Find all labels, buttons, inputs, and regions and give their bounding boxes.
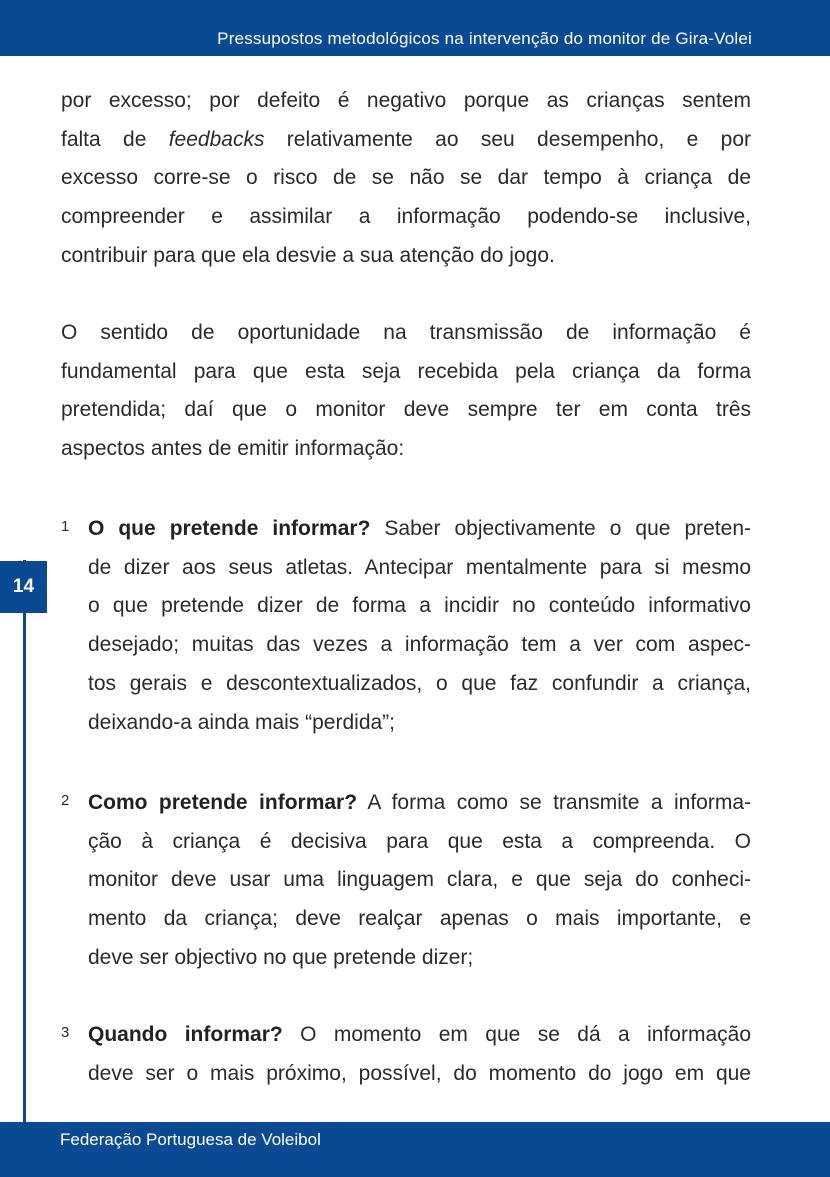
paragraph-line: excesso corre-se o risco de se não se dar tempo à criança de: [61, 166, 751, 190]
list-item-line: [88, 510, 751, 549]
list-item-body: [88, 510, 751, 742]
paragraph-line: contribuir para que ela desvie a sua atenção do jogo.: [61, 243, 555, 267]
list-item-heading: Quando informar?: [88, 1023, 283, 1046]
footer-bar: [0, 1122, 830, 1177]
paragraph-line: pretendida; daí que o monitor deve sempre ter em conta três: [61, 398, 751, 422]
paragraph-1: [61, 82, 751, 276]
list-item-line: deve ser objectivo no que pretende dizer;: [88, 945, 474, 969]
list-item-line: mento da criança; deve realçar apenas o mais importante, e: [88, 907, 751, 931]
paragraph-line: [61, 121, 751, 160]
list-item-line: [88, 784, 751, 823]
list-item-1: [61, 510, 751, 742]
paragraph-line: aspectos antes de emitir informação:: [61, 437, 405, 461]
list-item-line: desejado; muitas das vezes a informação tem a ver com aspec-: [88, 633, 751, 657]
italic-term: feedbacks: [168, 127, 265, 151]
text-run: Saber objectivamente o que preten-: [370, 517, 751, 540]
text-run: falta de: [61, 127, 169, 151]
list-item-line: de dizer aos seus atletas. Antecipar mentalmente para si mesmo: [88, 555, 751, 579]
text-run: relativamente ao seu desempenho, e por: [264, 127, 751, 151]
paragraph-line: O sentido de oportunidade na transmissão de informação é: [61, 321, 751, 344]
header-bar: [0, 0, 830, 56]
paragraph-line: fundamental para que esta seja recebida pela criança da forma: [61, 359, 751, 383]
text-run: O momento em que se dá a informação: [282, 1023, 751, 1046]
list-item-3: [61, 1016, 751, 1093]
list-item-body: [88, 1016, 751, 1093]
list-item-number: 2: [61, 792, 70, 809]
list-item-line: o que pretende dizer de forma a incidir no conteúdo informativo: [88, 594, 751, 618]
list-item-line: deve ser o mais próximo, possível, do momento do jogo em que: [88, 1061, 751, 1085]
list-item-line: deixando-a ainda mais “perdida”;: [88, 710, 396, 734]
list-item-body: [88, 784, 751, 978]
list-item-heading: O que pretende informar?: [88, 517, 371, 540]
list-item-2: [61, 784, 751, 978]
running-header-title: Pressupostos metodológicos na intervenção do monitor de Gira-Volei: [217, 29, 752, 48]
paragraph-2: [61, 314, 751, 469]
page-number-tab: [0, 561, 47, 613]
list-item-line: tos gerais e descontextualizados, o que faz confundir a criança,: [88, 671, 751, 695]
list-item-line: ção à criança é decisiva para que esta a compreenda. O: [88, 829, 751, 853]
text-run: A forma como se transmite a informa-: [357, 791, 751, 814]
list-item-heading: Como pretende informar?: [88, 791, 358, 814]
page-number: 14: [12, 576, 35, 597]
footer-text: Federação Portuguesa de Voleibol: [60, 1130, 321, 1149]
paragraph-line: compreender e assimilar a informação podendo-se inclusive,: [61, 205, 751, 229]
side-rule: [23, 560, 26, 1122]
list-item-line: monitor deve usar uma linguagem clara, e que seja do conheci-: [88, 868, 751, 892]
list-item-line: [88, 1016, 751, 1055]
list-item-number: 3: [61, 1024, 70, 1041]
list-item-number: 1: [61, 518, 70, 535]
paragraph-line: por excesso; por defeito é negativo porque as crianças sentem: [61, 89, 751, 112]
